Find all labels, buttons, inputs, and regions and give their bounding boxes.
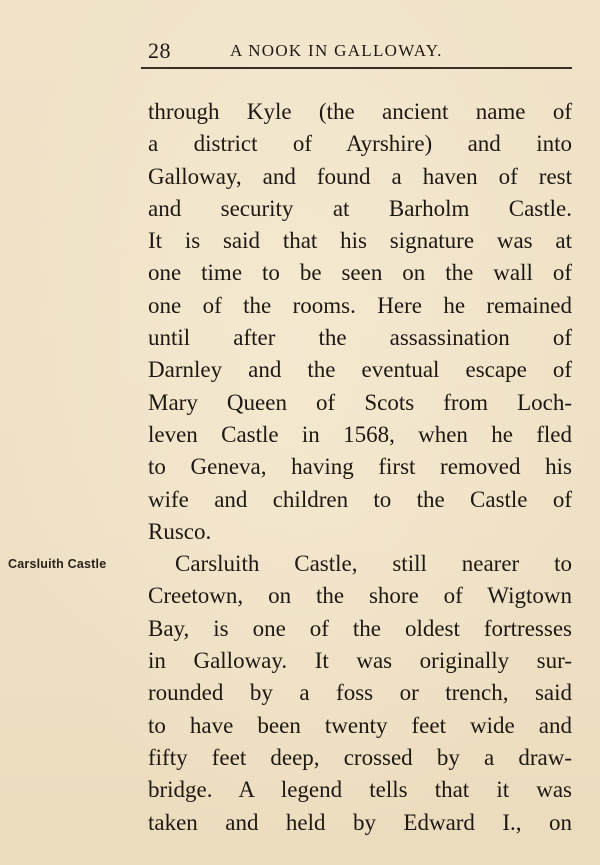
text-line: one of the rooms. Here he remained xyxy=(148,292,572,318)
text-line: Mary Queen of Scots from Loch- xyxy=(148,389,572,415)
text-line: bridge. A legend tells that it was xyxy=(148,777,572,803)
text-line: to Geneva, having first removed his xyxy=(148,454,572,480)
body-text xyxy=(148,96,572,839)
text-line: to have been twenty feet wide and xyxy=(148,712,572,738)
paragraph-2 xyxy=(148,548,572,839)
text-line: one time to be seen on the wall of xyxy=(148,260,572,286)
text-line: rounded by a foss or trench, said xyxy=(148,680,572,706)
text-line: and security at Barholm Castle. xyxy=(148,195,572,221)
text-line: leven Castle in 1568, when he fled xyxy=(148,421,572,447)
running-title: A NOOK IN GALLOWAY. xyxy=(230,41,443,60)
text-line: Creetown, on the shore of Wigtown xyxy=(148,583,572,609)
text-line: fifty feet deep, crossed by a draw- xyxy=(148,744,572,770)
margin-note: Carsluith Castle xyxy=(8,557,107,571)
text-line: Darnley and the eventual escape of xyxy=(148,357,572,383)
text-line: a district of Ayrshire) and into xyxy=(148,131,572,157)
text-line: wife and children to the Castle of xyxy=(148,486,572,512)
text-line: in Galloway. It was originally sur- xyxy=(148,648,572,674)
text-line: Rusco. xyxy=(148,518,212,544)
text-line: until after the assassination of xyxy=(148,325,572,351)
running-head xyxy=(148,38,572,62)
header-rule xyxy=(141,67,572,69)
text-line: Galloway, and found a haven of rest xyxy=(148,163,572,189)
text-line: Carsluith Castle, still nearer to xyxy=(175,551,572,577)
page-number: 28 xyxy=(148,38,171,63)
text-line: It is said that his signature was at xyxy=(148,228,572,254)
paragraph-1 xyxy=(148,96,572,548)
text-line: through Kyle (the ancient name of xyxy=(148,99,572,124)
text-line: taken and held by Edward I., on xyxy=(148,809,572,835)
text-line: Bay, is one of the oldest fortresses xyxy=(148,615,572,641)
